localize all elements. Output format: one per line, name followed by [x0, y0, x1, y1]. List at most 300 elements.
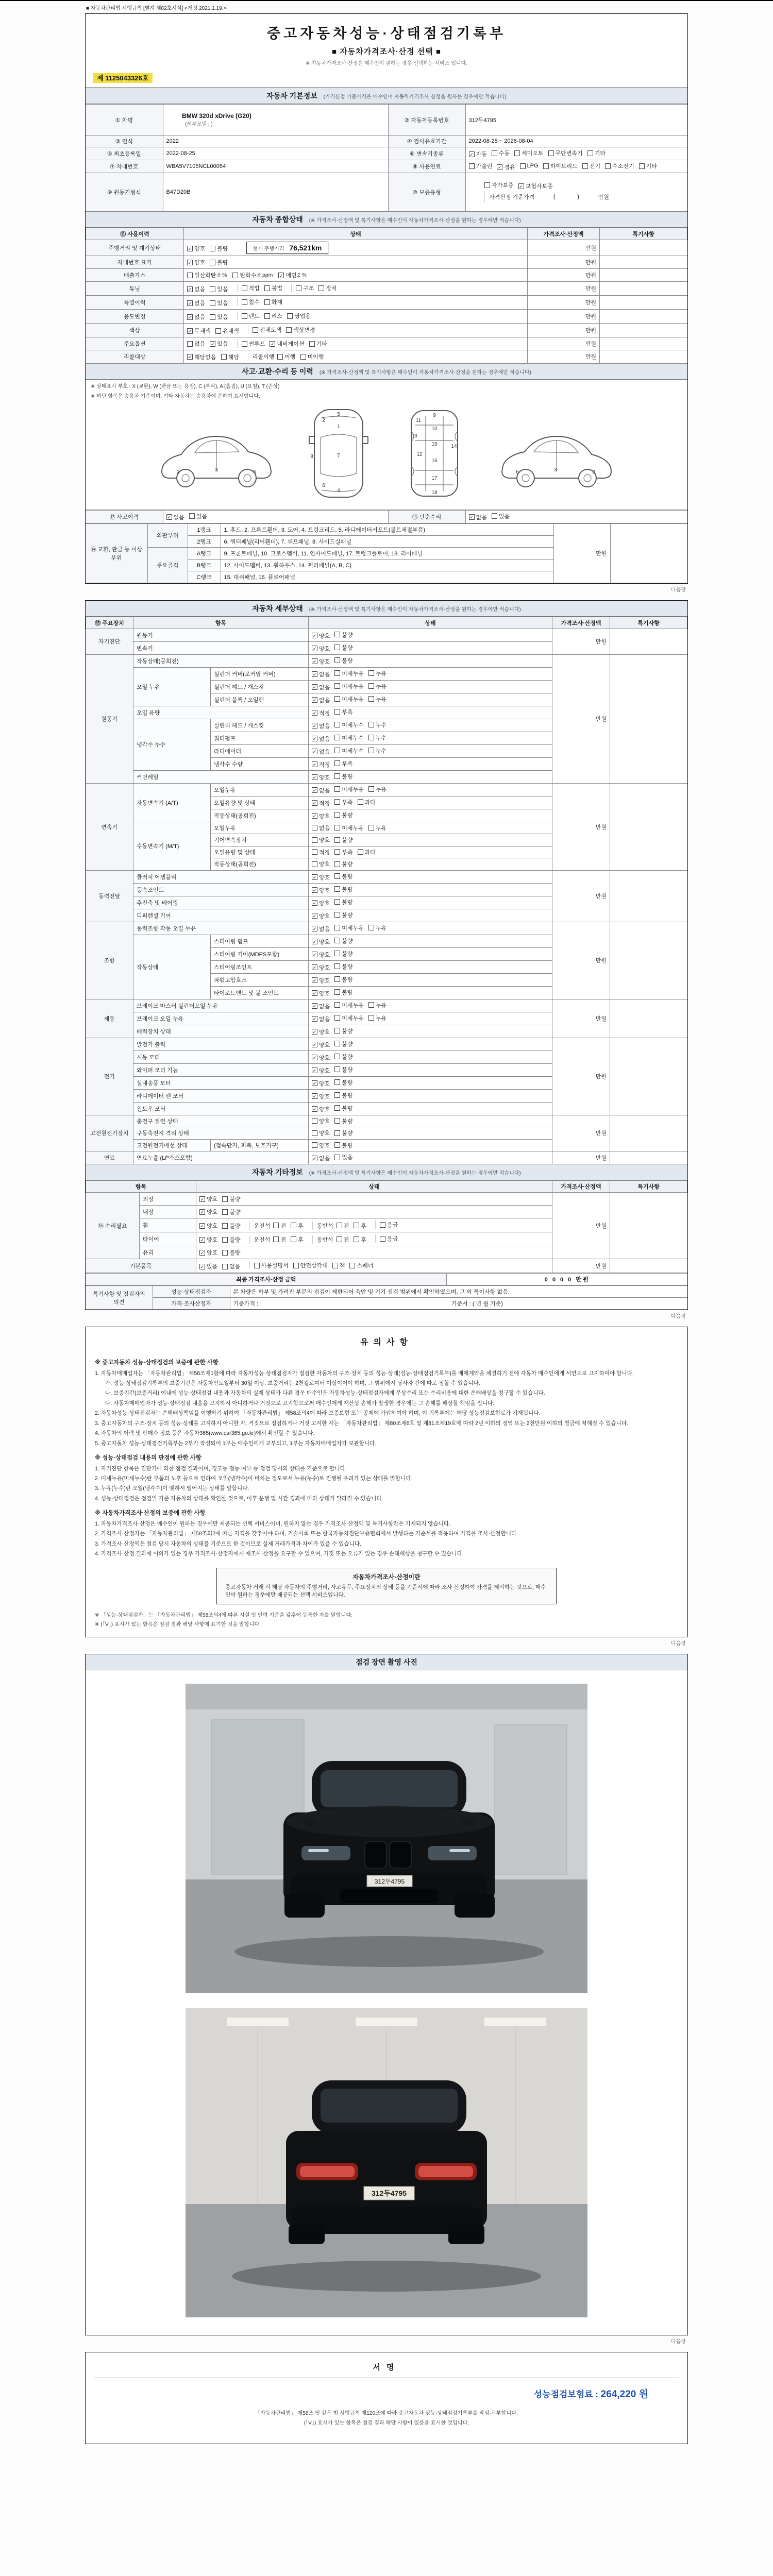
- row-label: 차대번호 표기: [86, 256, 184, 269]
- subitem-label: 실린더 헤드 / 개스킷: [211, 680, 309, 693]
- checkbox[interactable]: ✓: [200, 1237, 205, 1243]
- checkbox[interactable]: ✓: [188, 260, 192, 265]
- row-state: [309, 770, 552, 783]
- option-group: [237, 298, 292, 306]
- option-label: 적정: [319, 710, 330, 717]
- item-label: 와이퍼 모터 기능: [133, 1063, 309, 1076]
- checkbox[interactable]: ✓: [312, 1042, 317, 1047]
- option: [334, 1040, 352, 1048]
- checkbox[interactable]: ✓: [312, 749, 317, 754]
- option-label: 적법: [248, 285, 260, 292]
- checkbox[interactable]: ✓: [312, 1107, 317, 1112]
- checkbox[interactable]: [286, 327, 292, 333]
- checkbox[interactable]: [358, 849, 363, 855]
- item-label: 커먼레일: [133, 770, 309, 783]
- checkbox[interactable]: [334, 773, 340, 779]
- checkbox[interactable]: [334, 748, 340, 753]
- option-label: 양호: [319, 1055, 330, 1061]
- option-label: 불량: [229, 1196, 241, 1202]
- checkbox[interactable]: [337, 1236, 342, 1242]
- checkbox[interactable]: ✓: [200, 1223, 205, 1229]
- checkbox[interactable]: [242, 285, 247, 291]
- checkbox[interactable]: [334, 886, 340, 892]
- checkbox[interactable]: [334, 1041, 340, 1046]
- appraiser-opinion: [230, 1298, 687, 1310]
- option-label: 양호: [319, 774, 330, 781]
- checkbox[interactable]: [273, 1223, 279, 1228]
- option-label: 누수: [375, 748, 387, 754]
- option-label: 불량: [342, 899, 353, 906]
- checkbox[interactable]: [334, 873, 340, 879]
- option-group: [312, 1235, 375, 1244]
- checkbox[interactable]: [334, 925, 340, 930]
- checkbox[interactable]: ✓: [469, 515, 474, 520]
- note-cell: [610, 1115, 687, 1151]
- checkbox[interactable]: [210, 260, 215, 265]
- comp-row: [86, 296, 687, 310]
- checkbox[interactable]: [312, 849, 317, 855]
- checkbox[interactable]: [334, 632, 340, 637]
- checkbox[interactable]: [312, 1130, 317, 1136]
- warranty-options-cell: [465, 173, 687, 212]
- checkbox[interactable]: [334, 1054, 340, 1059]
- option-group: [248, 326, 324, 334]
- checkbox[interactable]: [334, 1118, 340, 1124]
- checkbox[interactable]: ✓: [312, 723, 317, 728]
- note-cell: [610, 922, 687, 999]
- rank-parts: 12. 사이드멤버, 13. 휠하우스, 14. 필러패널(A, B, C): [221, 559, 553, 571]
- option-label: 불량: [342, 963, 353, 970]
- checkbox[interactable]: ✓: [312, 736, 317, 741]
- option: [312, 1041, 330, 1049]
- option: [312, 786, 330, 794]
- checkbox[interactable]: ✓: [188, 246, 192, 251]
- checkbox[interactable]: ✓: [312, 952, 317, 957]
- checkbox[interactable]: ✓: [312, 991, 317, 996]
- notice-footnote: ※ 「성능·상태점검자」는 「자동차관리법」 제58조의4에 따른 시설 및 인력 기준을 갖추어 등록한 자를 말합니다.: [95, 1613, 353, 1619]
- checkbox[interactable]: ✓: [312, 672, 317, 677]
- table-header-row: [86, 617, 687, 629]
- option-group: [199, 1208, 249, 1216]
- option: [380, 1221, 398, 1229]
- checkbox[interactable]: [368, 696, 374, 702]
- checkbox[interactable]: ✓: [188, 286, 192, 292]
- checkbox[interactable]: [334, 735, 340, 740]
- option: [334, 962, 352, 971]
- checkbox[interactable]: [189, 513, 195, 519]
- rank-label: B랭크: [188, 559, 221, 571]
- checkbox[interactable]: [222, 1196, 228, 1202]
- option: [312, 735, 330, 743]
- checkbox[interactable]: ✓: [312, 762, 317, 767]
- checkbox[interactable]: [334, 1066, 340, 1072]
- item-label: 라디에이터 팬 모터: [133, 1089, 309, 1102]
- row-state: [184, 337, 528, 350]
- checkbox[interactable]: [264, 285, 270, 291]
- checkbox[interactable]: ✓: [312, 1029, 317, 1035]
- note-cell: [600, 350, 687, 364]
- checkbox[interactable]: [215, 328, 221, 334]
- option-label: 양호: [319, 952, 330, 958]
- fuel-label: ⑧ 사용연료: [388, 160, 465, 173]
- checkbox[interactable]: ✓: [312, 814, 317, 819]
- checkbox[interactable]: [349, 1263, 355, 1268]
- checkbox[interactable]: [334, 1028, 340, 1033]
- checkbox[interactable]: [210, 314, 215, 320]
- checkbox[interactable]: ✓: [167, 515, 171, 520]
- checkbox[interactable]: ✓: [469, 151, 474, 157]
- col-item: 항목: [133, 617, 309, 629]
- diagram-part-number: 2: [592, 469, 595, 475]
- option: [380, 1234, 398, 1243]
- checkbox[interactable]: ✓: [312, 788, 317, 793]
- checkbox[interactable]: [312, 861, 317, 867]
- checkbox[interactable]: [334, 657, 340, 663]
- option: [334, 1091, 352, 1099]
- checkbox[interactable]: ✓: [188, 300, 192, 306]
- note-cell: [600, 324, 687, 337]
- option: [199, 1195, 217, 1203]
- checkbox[interactable]: ✓: [312, 1016, 317, 1022]
- option-group: [187, 340, 237, 348]
- checkbox[interactable]: [312, 837, 317, 843]
- checkbox[interactable]: [368, 825, 374, 831]
- option-group: [249, 1235, 312, 1244]
- checkbox[interactable]: [312, 1142, 317, 1148]
- checkbox[interactable]: [273, 1236, 279, 1242]
- checkbox[interactable]: [334, 938, 340, 943]
- checkbox[interactable]: [210, 300, 215, 306]
- checkbox[interactable]: [368, 670, 374, 676]
- option-label: 해당: [228, 354, 239, 361]
- option-group: [187, 313, 237, 321]
- option-label: 미세누유: [342, 683, 364, 690]
- checkbox[interactable]: [334, 1130, 340, 1136]
- diagram-part-number: 8: [310, 453, 313, 460]
- checkbox[interactable]: [334, 825, 340, 831]
- checkbox[interactable]: [222, 1223, 228, 1229]
- option: [264, 298, 282, 306]
- checkbox[interactable]: [242, 299, 247, 305]
- checkbox[interactable]: ✓: [200, 1264, 205, 1269]
- checkbox[interactable]: [221, 354, 227, 360]
- option-label: 양호: [319, 837, 330, 843]
- option-label: 있음: [217, 286, 228, 293]
- checkbox[interactable]: [334, 696, 340, 702]
- checkbox[interactable]: ✓: [312, 698, 317, 703]
- checkbox[interactable]: [287, 313, 293, 319]
- option: [334, 824, 364, 832]
- checkbox[interactable]: [309, 341, 315, 347]
- checkbox[interactable]: [312, 825, 317, 831]
- checkbox[interactable]: [354, 1236, 359, 1242]
- checkbox[interactable]: [334, 989, 340, 995]
- checkbox[interactable]: ✓: [519, 183, 523, 189]
- row-state: [309, 883, 552, 896]
- checkbox[interactable]: ✓: [210, 341, 215, 347]
- option: [334, 975, 352, 984]
- option-label: 미세누유: [342, 696, 364, 703]
- basic-info-note: (가격산정 기준가격은 매수인이 자동차가격조사·산정을 원하는 경우에만 적습니다): [323, 94, 507, 100]
- checkbox[interactable]: [222, 1209, 228, 1215]
- comprehensive-note: (※ 가격조사·산정액 및 특기사항은 매수인이 자동차가격조사·산정을 원하는 경우에만 적습니다): [309, 218, 521, 224]
- checkbox[interactable]: [380, 1222, 385, 1228]
- checkbox[interactable]: ✓: [312, 1055, 317, 1060]
- checkbox[interactable]: [291, 1223, 296, 1228]
- accident-status-table: [86, 510, 687, 523]
- checkbox[interactable]: [232, 273, 238, 278]
- option: [312, 657, 330, 666]
- table-row: [86, 1274, 687, 1285]
- checkbox[interactable]: [187, 341, 193, 347]
- device-label: 고전원전기장치: [86, 1115, 133, 1151]
- option-label: 누유: [375, 670, 387, 677]
- option: [492, 512, 510, 520]
- notice-line: 2. 미세누유(미세누수)란 부품의 노후 등으로 인하여 오일(냉각수)이 비치는 정도로서 누유(누수)로 진행될 우려가 있는 상태를 말합니다.: [95, 1476, 413, 1482]
- checkbox[interactable]: [264, 299, 270, 305]
- checkbox[interactable]: [492, 150, 497, 156]
- checkbox[interactable]: [334, 912, 340, 918]
- option: [334, 747, 364, 755]
- checkbox[interactable]: [334, 645, 340, 650]
- checkbox[interactable]: ✓: [312, 965, 317, 970]
- checkbox[interactable]: [277, 354, 283, 360]
- option-label: 미세누유: [342, 825, 364, 832]
- rank-parts: 15. 대쉬패널, 16. 플로어패널: [221, 571, 553, 583]
- option: [368, 1001, 386, 1009]
- checkbox[interactable]: [334, 1002, 340, 1008]
- diagram-part-number: 6: [516, 469, 519, 475]
- option-label: 탄화수소: [240, 273, 262, 279]
- checkbox[interactable]: [222, 1237, 228, 1243]
- option-label: 미세누수: [342, 748, 364, 754]
- option: [189, 512, 207, 520]
- option-label: 양호: [319, 874, 330, 881]
- checkbox[interactable]: [254, 1263, 260, 1268]
- checkbox[interactable]: [337, 1223, 342, 1228]
- checkbox[interactable]: ✓: [312, 646, 317, 651]
- checkbox[interactable]: [492, 513, 497, 519]
- checkbox[interactable]: [358, 799, 363, 805]
- transmission-label: ⑥ 변속기종류: [388, 147, 465, 160]
- checkbox[interactable]: ✓: [200, 1250, 205, 1256]
- checkbox[interactable]: [368, 1002, 374, 1008]
- checkbox[interactable]: [368, 925, 374, 930]
- checkbox[interactable]: [242, 341, 247, 347]
- note-cell: [600, 296, 687, 310]
- option: [469, 150, 487, 158]
- checkbox[interactable]: [334, 683, 340, 689]
- option: [309, 340, 327, 348]
- option: [312, 1092, 330, 1100]
- diagram-part-number: 16: [431, 457, 438, 464]
- option-label: 불량: [229, 1209, 241, 1215]
- option: [199, 1208, 217, 1216]
- checkbox[interactable]: ✓: [312, 1004, 317, 1009]
- checkbox[interactable]: [469, 163, 475, 169]
- checkbox[interactable]: ✓: [200, 1209, 205, 1215]
- checkbox[interactable]: ✓: [312, 978, 317, 983]
- checkbox[interactable]: [368, 722, 374, 727]
- checkbox[interactable]: [334, 1015, 340, 1021]
- checkbox[interactable]: ✓: [312, 939, 317, 944]
- checkbox[interactable]: ✓: [312, 775, 317, 780]
- option-group: [187, 299, 237, 307]
- checkbox[interactable]: [334, 812, 340, 818]
- checkbox[interactable]: [334, 963, 340, 969]
- checkbox[interactable]: [312, 1118, 317, 1124]
- checkbox[interactable]: ✓: [312, 1081, 317, 1086]
- checkbox[interactable]: [368, 683, 374, 689]
- option-label: 불량: [342, 657, 353, 664]
- option: [334, 1065, 352, 1074]
- checkbox[interactable]: [334, 861, 340, 867]
- option: [334, 1001, 364, 1009]
- option-label: 불량: [342, 1041, 353, 1047]
- checkbox[interactable]: [354, 1223, 359, 1228]
- option: [358, 848, 376, 856]
- option: [337, 1222, 349, 1230]
- checkbox[interactable]: [334, 799, 340, 805]
- checkbox[interactable]: ✓: [271, 341, 275, 347]
- checkbox[interactable]: [543, 163, 549, 169]
- option: [334, 785, 364, 793]
- checkbox[interactable]: [605, 163, 611, 169]
- option-label: 양호: [319, 939, 330, 945]
- checkbox[interactable]: [210, 286, 215, 292]
- insurance-fee-label: 성능점검보험료 :: [533, 2389, 598, 2400]
- checkbox[interactable]: ✓: [312, 801, 317, 806]
- option-label: 미세누유: [342, 1002, 364, 1009]
- option-label: 과다: [364, 849, 376, 856]
- checkbox[interactable]: [334, 1092, 340, 1098]
- checkbox[interactable]: ✓: [312, 913, 317, 919]
- checkbox[interactable]: ✓: [312, 875, 317, 880]
- checkbox[interactable]: ✓: [312, 633, 317, 638]
- checkbox[interactable]: ✓: [188, 314, 192, 320]
- checkbox[interactable]: [334, 976, 340, 982]
- checkbox[interactable]: [334, 1142, 340, 1148]
- price-cell: 만원: [528, 240, 600, 256]
- option-group: [199, 1235, 249, 1244]
- checkbox[interactable]: ✓: [312, 1156, 317, 1161]
- checkbox[interactable]: [520, 163, 526, 169]
- checkbox[interactable]: ✓: [498, 164, 502, 170]
- checkbox[interactable]: ✓: [312, 1094, 317, 1099]
- notice-heading: ※ 자동차가격조사·산정의 보증에 관한 사항: [95, 1510, 206, 1517]
- checkbox[interactable]: [334, 786, 340, 792]
- option: [187, 313, 205, 321]
- subitem-label: 실린더 커버(로커암 커버): [211, 667, 309, 680]
- checkbox[interactable]: [334, 722, 340, 727]
- checkbox[interactable]: ✓: [312, 685, 317, 690]
- checkbox[interactable]: ✓: [312, 710, 317, 716]
- comprehensive-table: [86, 228, 687, 364]
- checkbox[interactable]: [334, 899, 340, 905]
- option-label: 불량: [342, 1054, 353, 1060]
- checkbox[interactable]: [368, 735, 374, 740]
- option-label: 불량: [342, 1118, 353, 1125]
- checkbox[interactable]: ✓: [312, 926, 317, 931]
- checkbox[interactable]: [222, 1264, 228, 1269]
- checkbox[interactable]: [334, 709, 340, 715]
- checkbox[interactable]: ✓: [312, 1068, 317, 1073]
- row-state: [309, 1115, 552, 1127]
- checkbox[interactable]: [334, 951, 340, 956]
- row-state: [196, 1259, 552, 1273]
- item-label: 휠: [140, 1218, 196, 1232]
- checkbox[interactable]: [368, 786, 374, 792]
- option: [368, 824, 386, 832]
- checkbox[interactable]: [548, 150, 554, 156]
- row-state: [309, 935, 552, 947]
- checkbox[interactable]: ✓: [188, 328, 192, 334]
- checkbox[interactable]: [334, 849, 340, 855]
- notice-footnotes: [86, 1611, 687, 1637]
- checkbox[interactable]: [296, 285, 301, 291]
- option: [187, 353, 216, 361]
- checkbox[interactable]: [210, 246, 215, 251]
- checkbox[interactable]: [368, 748, 374, 753]
- option: [199, 1222, 217, 1230]
- checkbox[interactable]: ✓: [200, 1196, 205, 1202]
- option: [312, 899, 330, 907]
- option-group: [199, 1195, 249, 1203]
- note-cell: [610, 1193, 687, 1259]
- note-cell: [600, 256, 687, 269]
- checkbox[interactable]: ✓: [312, 901, 317, 906]
- checkbox[interactable]: ✓: [312, 659, 317, 664]
- checkbox[interactable]: [484, 182, 490, 188]
- checkbox[interactable]: [380, 1236, 385, 1242]
- checkbox[interactable]: [187, 273, 193, 278]
- other-info-table: [86, 1180, 687, 1273]
- checkbox[interactable]: [639, 163, 645, 169]
- checkbox[interactable]: [334, 837, 340, 843]
- checkbox[interactable]: [318, 285, 324, 291]
- checkbox[interactable]: [293, 1263, 299, 1268]
- checkbox[interactable]: [332, 1263, 338, 1268]
- checkbox[interactable]: [300, 354, 306, 360]
- checkbox[interactable]: [334, 1105, 340, 1111]
- checkbox[interactable]: [334, 760, 340, 766]
- checkbox[interactable]: [291, 1236, 296, 1242]
- checkbox[interactable]: [368, 1015, 374, 1021]
- checkbox[interactable]: [334, 1155, 340, 1160]
- option: [639, 162, 657, 170]
- checkbox[interactable]: [514, 150, 520, 156]
- checkbox[interactable]: [264, 313, 270, 319]
- checkbox[interactable]: [222, 1250, 228, 1256]
- rank-label: C랭크: [188, 571, 221, 583]
- option: [242, 284, 260, 292]
- checkbox[interactable]: [334, 1079, 340, 1085]
- checkbox[interactable]: ✓: [188, 354, 192, 360]
- checkbox[interactable]: [242, 313, 247, 319]
- notice-heading: ※ 성능·상태점검 내용의 판정에 관한 사항: [95, 1454, 201, 1461]
- checkbox[interactable]: [334, 670, 340, 676]
- checkbox[interactable]: ✓: [279, 273, 283, 278]
- option: [264, 284, 282, 292]
- option-label: 불량: [342, 1130, 353, 1137]
- checkbox[interactable]: [587, 150, 593, 156]
- checkbox[interactable]: ✓: [312, 888, 317, 893]
- checkbox[interactable]: [582, 163, 588, 169]
- page-subtitle-note: ※ 자동차가격조사·산정은 매수인이 원하는 경우 선택하는 서비스 입니다.: [305, 61, 468, 66]
- base-price: [484, 191, 613, 203]
- inspection-photo-front: [186, 1684, 587, 1993]
- checkbox[interactable]: [253, 327, 258, 333]
